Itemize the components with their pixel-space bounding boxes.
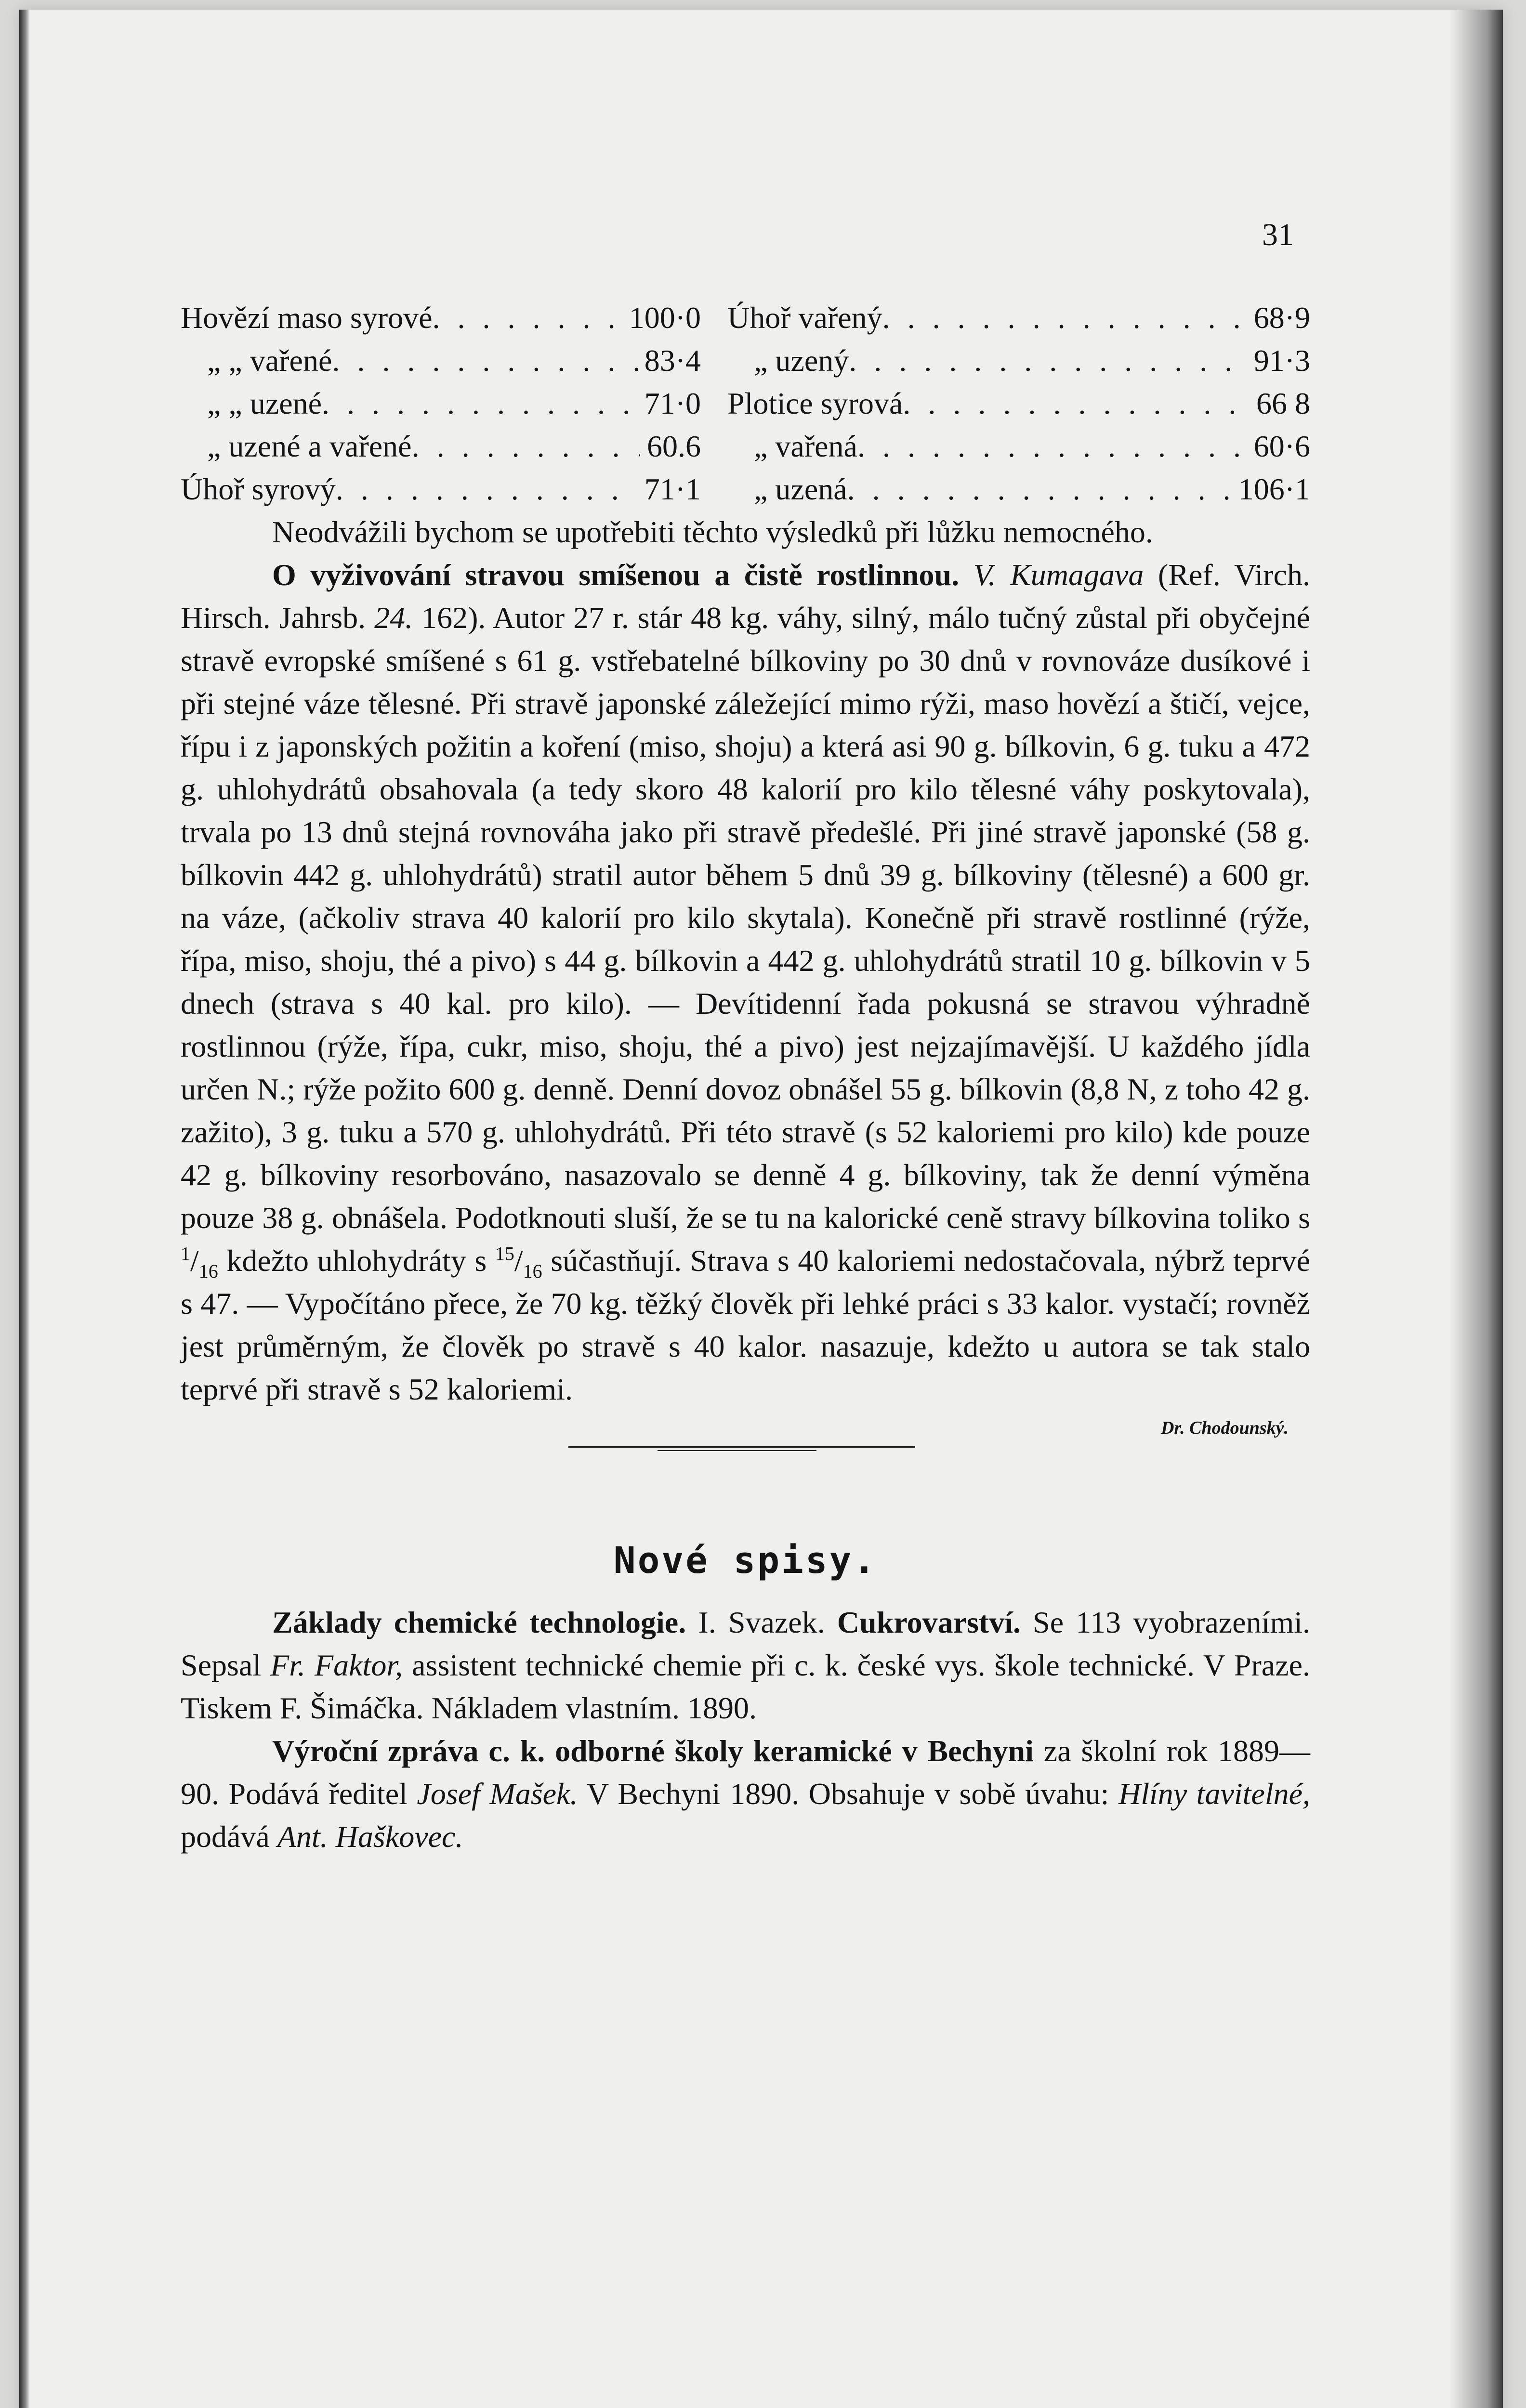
row-value: 106·1 xyxy=(1238,472,1310,506)
row-label: „ „ uzené xyxy=(207,386,322,420)
book-entry: Základy chemické technologie. I. Svazek. Cukrovarství. Se 113 vyobrazeními. Sepsal Fr. Faktor, assistent technické chemie při c. k. české vys. škole technické. V Praze. Tiskem F. Šimáčka. Nákladem vlastním. 1890. xyxy=(181,1605,1311,1725)
row-label: Úhoř syrový xyxy=(181,472,336,506)
book-title: Výroční zpráva c. k. odborné školy keramické v Bechyni xyxy=(272,1734,1034,1768)
fraction-denominator: 16 xyxy=(198,1260,218,1282)
book-subtitle: Cukrovarství. xyxy=(837,1605,1021,1639)
scanned-page xyxy=(19,10,1503,2408)
row-value: 71·1 xyxy=(644,472,701,506)
row-value: 91·3 xyxy=(1253,343,1310,378)
row-label: Hovězí maso syrové xyxy=(181,301,433,335)
row-value: 71·0 xyxy=(644,386,701,420)
row-label: Plotice syrová xyxy=(727,386,903,420)
row-label: Úhoř vařený xyxy=(727,301,882,335)
row-label: „ uzený xyxy=(754,343,849,378)
article-signature: Dr. Chodounský. xyxy=(1160,1418,1289,1438)
section-divider xyxy=(181,1442,1310,1457)
table-row xyxy=(181,382,1310,425)
section-heading: Nové spisy. xyxy=(613,1539,878,1582)
data-table xyxy=(181,296,1310,510)
row-value: 100·0 xyxy=(629,301,701,335)
row-value: 83·4 xyxy=(644,343,701,378)
table-row xyxy=(181,425,1310,468)
article-author: V. Kumagava xyxy=(973,558,1144,592)
page-number: 31 xyxy=(1262,217,1294,252)
book-title: Základy chemické technologie. xyxy=(272,1605,686,1639)
table-row xyxy=(181,468,1310,510)
book-author: Fr. Faktor, xyxy=(270,1648,403,1682)
article-paragraph: O vyživování stravou smíšenou a čistě rostlinnou. V. Kumagava (Ref. Virch. Hirsch. Jahrsb. 24. 162). Autor 27 r. stár 48 kg. váhy, silný, málo tučný zůstal při obyčejné stravě evropské smíšené s 61 g. vstřebatelné bílkoviny po 30 dnů v rovnováze dusíkové i při stejné váze tělesné. Při stravě japonské záležející mimo rýži, maso hovězí a štičí, vejce, řípu i z japonských požitin a koření (miso, shoju) a která asi 90 g. bílkovin, 6 g. tuku a 472 g. uhlohydrátů obsahovala (a tedy skoro 48 kalorií pro kilo tělesné váhy poskytovala), trvala po 13 dnů stejná rovnováha jako při stravě předešlé. Při jiné stravě japonské (58 g. bílkovin 442 g. uhlohydrátů) stratil autor během 5 dnů 39 g. bílkoviny (tělesné) a 600 gr. na váze, (ačkoliv strava 40 kalorií pro kilo skytala). Konečně při stravě rostlinné (rýže, řípa, miso, shoju, thé a pivo) s 44 g. bílkovin a 442 g. uhlohydrátů stratil 10 g. bílkovin v 5 dnech (strava s 40 kal. pro kilo). — Devítidenní řada pokusná se stravou výhradně rostlinnou (rýže, řípa, cukr, miso, shoju, thé a pivo) jest nejzajímavější. U každého jídla určen N.; rýže požito 600 g. denně. Denní dovoz obnášel 55 g. bílkovin (8,8 N, z toho 42 g. zažito), 3 g. tuku a 570 g. uhlohydrátů. Při této stravě (s 52 kaloriemi pro kilo) kde pouze 42 g. bílkoviny resorbováno, nasazovalo se denně 4 g. bílkoviny, tak že denní výměna pouze 38 g. obnášela. Podotknouti sluší, že se tu na kalorické ceně stravy bílkovina toliko s $^1/_{16}$ kdežto uhlohydráty s $^{15}/_{16}$ súčastňují. Strava s 40 kaloriemi nedostačovala, nýbrž teprvé s 47. — Vypočítáno přece, že 70 kg. těžký člověk při lehké práci s 33 kalor. vystačí; rovněž jest průměrným, že člověk po stravě s 40 kalor. nasazuje, kdežto u autora se tak stalo teprvé při stravě s 52 kaloriemi. xyxy=(181,558,1311,1406)
row-value: 68·9 xyxy=(1253,301,1310,335)
row-label: „ uzené a vařené xyxy=(207,429,412,463)
table-row xyxy=(181,339,1310,382)
row-label: „ „ vařené xyxy=(207,343,332,378)
page-content xyxy=(181,296,1310,1858)
book-work: Hlíny tavitelné, xyxy=(1118,1777,1311,1811)
article-reference: (Ref. Virch. Hirsch. Jahrsb. xyxy=(181,558,1311,635)
article-body: Autor 27 r. stár 48 kg. váhy, silný, málo tučný zůstal při obyčejné stravě evropské smíšené s 61 g. vstřebatelné bílkoviny po 30 dnů v rovnováze dusíkové i při stejné váze tělesné. Při stravě japonské záležející mimo rýži, maso hovězí a štičí, vejce, řípu i z japonských požitin a koření (miso, shoju) a která asi 90 g. bílkovin, 6 g. tuku a 472 g. uhlohydrátů obsahovala (a tedy skoro 48 kalorií pro kilo tělesné váhy poskytovala), trvala po 13 dnů stejná rovnováha jako při stravě předešlé. Při jiné stravě japonské (58 g. bílkovin 442 g. uhlohydrátů) stratil autor během 5 dnů 39 g. bílkoviny (tělesné) a 600 gr. na váze, (ačkoliv strava 40 kalorií pro kilo skytala). Konečně při stravě rostlinné (rýže, řípa, miso, shoju, thé a pivo) s 44 g. bílkovin a 442 g. uhlohydrátů stratil 10 g. bílkovin v 5 dnech (strava s 40 kal. pro kilo). — Devítidenní řada pokusná se stravou výhradně rostlinnou (rýže, řípa, cukr, miso, shoju, thé a pivo) jest nejzajímavější. U každého jídla určen N.; rýže požito 600 g. denně. Denní dovoz obnášel 55 g. bílkovin (8,8 N, z toho 42 g. zažito), 3 g. tuku a 570 g. uhlohydrátů. Při této stravě (s 52 kaloriemi pro kilo) kde pouze 42 g. bílkoviny resorbováno, nasazovalo se denně 4 g. bílkoviny, tak že denní výměna pouze 38 g. obnášela. Podotknouti sluší, že se tu na kalorické ceně stravy bílkovina toliko s xyxy=(181,601,1311,1235)
book-author: Josef Mašek. xyxy=(417,1777,578,1811)
article-title: O vyživování stravou smíšenou a čistě rostlinnou. xyxy=(272,558,960,592)
row-value: 60.6 xyxy=(647,429,701,463)
row-label: „ vařená xyxy=(754,429,857,463)
row-value: 60·6 xyxy=(1253,429,1310,463)
work-author: Ant. Haškovec. xyxy=(277,1819,463,1854)
fraction-numerator: 1 xyxy=(181,1243,190,1265)
fraction-numerator: 15 xyxy=(495,1243,514,1265)
table-row xyxy=(181,296,1310,339)
row-value: 66 8 xyxy=(1256,386,1310,420)
row-label: „ uzená xyxy=(754,472,847,506)
fraction-denominator: 16 xyxy=(523,1260,542,1282)
table-note: Neodvážili bychom se upotřebiti těchto výsledků při lůžku nemocného. xyxy=(272,515,1153,549)
book-entry: Výroční zpráva c. k. odborné školy keramické v Bechyni za školní rok 1889—90. Podává ředitel Josef Mašek. V Bechyni 1890. Obsahuje v sobě úvahu: Hlíny tavitelné, podává Ant. Haškovec. xyxy=(181,1734,1311,1854)
reference-volume: 24. xyxy=(374,601,413,635)
